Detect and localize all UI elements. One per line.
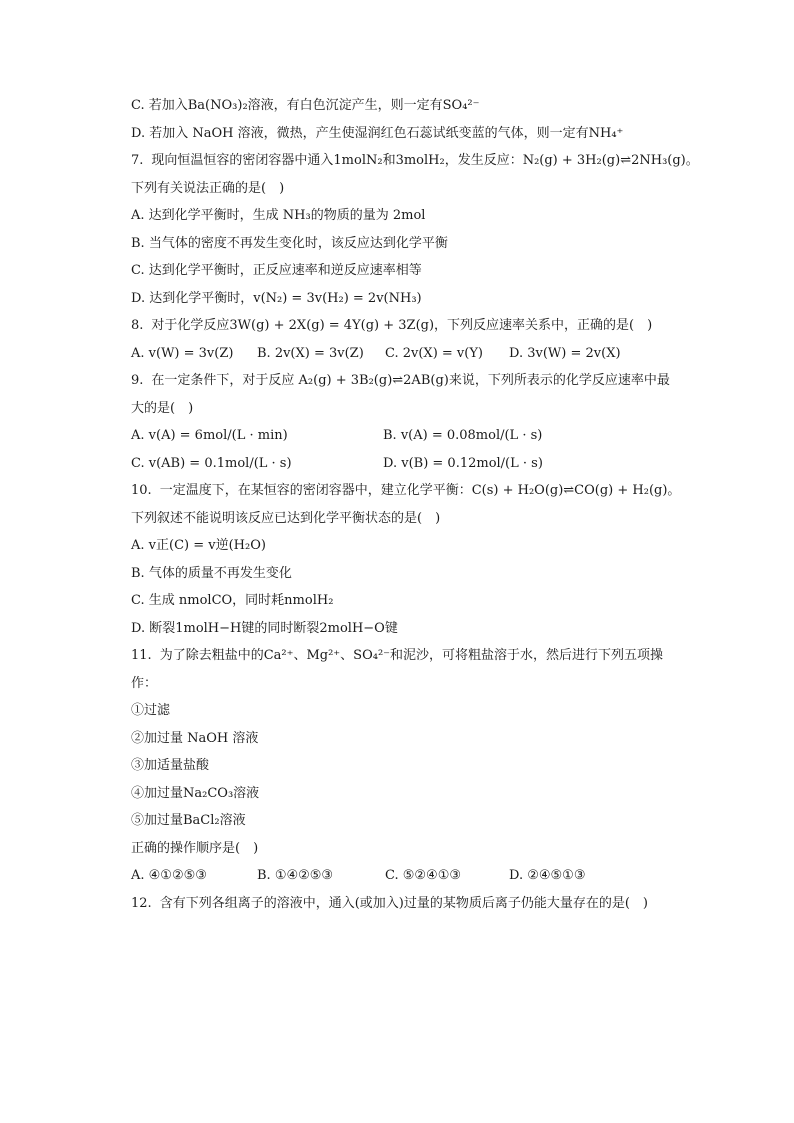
- q9-stem-line1: [131, 367, 711, 395]
- q10-option-c: C. 生成 nmolCO，同时耗nmolH₂: [131, 593, 334, 608]
- q7-option-a: A. 达到化学平衡时，生成 NH₃的物质的量为 2mol: [131, 208, 426, 223]
- q11-option-c: C. ⑤②④①③: [385, 868, 462, 883]
- q8-option-d: D. 3v(W) = 2v(X): [509, 345, 621, 361]
- q11-step-1: ①过滤: [131, 703, 171, 718]
- q9-option-d: D. v(B) = 0.12mol/(L · s): [383, 455, 543, 471]
- q9-options-row1: [131, 422, 711, 450]
- q12-stem-text: 含有下列各组离子的溶液中，通入(或加入)过量的某物质后离子仍能大量存在的是( ): [159, 895, 648, 911]
- q10-option-b: B. 气体的质量不再发生变化: [131, 565, 292, 581]
- q10-stem-text: 一定温度下，在某恒容的密闭容器中，建立化学平衡：C(s) + H₂O(g)⇌CO(g) + H₂(g)。: [159, 483, 681, 498]
- q8-stem: [131, 312, 711, 340]
- q9-option-b: B. v(A) = 0.08mol/(L · s): [383, 428, 543, 443]
- q11-stem-text: 为了除去粗盐中的Ca²⁺、Mg²⁺、SO₄²⁻和泥沙，可将粗盐溶于水，然后进行下列五项操: [159, 648, 664, 663]
- q10-stem-line2: 下列叙述不能说明该反应已达到化学平衡状态的是( ): [131, 510, 441, 526]
- q11-number: 11.: [131, 648, 152, 663]
- q11-stem-line2: 作：: [131, 675, 158, 691]
- question-content: [131, 92, 711, 917]
- q11-option-a: A. ④①②⑤③: [131, 868, 207, 883]
- q11-option-d: D. ②④⑤①③: [509, 868, 586, 883]
- q7-number: 7.: [131, 153, 144, 168]
- q9-number: 9.: [131, 373, 144, 388]
- q10-option-d: D. 断裂1molH−H键的同时断裂2molH−O键: [131, 620, 398, 636]
- q6-option-d: D. 若加入 NaOH 溶液，微热，产生使湿润红色石蕊试纸变蓝的气体，则一定有NH₄⁺: [131, 125, 624, 141]
- q11-stem-line1: [131, 642, 711, 670]
- q7-option-c: C. 达到化学平衡时，正反应速率和逆反应速率相等: [131, 263, 422, 278]
- q11-step-5: ⑤加过量BaCl₂溶液: [131, 813, 246, 828]
- q9-stem-text: 在一定条件下，对于反应 A₂(g) + 3B₂(g)⇌2AB(g)来说，下列所表示的化学反应速率中最: [151, 373, 670, 388]
- q11-step-3: ③加适量盐酸: [131, 758, 210, 773]
- q9-option-c: C. v(AB) = 0.1mol/(L · s): [131, 455, 292, 471]
- q7-option-b: B. 当气体的密度不再发生变化时，该反应达到化学平衡: [131, 235, 448, 251]
- q6-option-c: C. 若加入Ba(NO₃)₂溶液，有白色沉淀产生，则一定有SO₄²⁻: [131, 98, 480, 113]
- q10-stem-line1: [131, 477, 711, 505]
- q11-step-2: ②加过量 NaOH 溶液: [131, 730, 259, 746]
- q10-option-a: A. v正(C) = v逆(H₂O): [131, 538, 266, 553]
- q11-prompt: 正确的操作顺序是( ): [131, 840, 259, 856]
- q7-option-d: D. 达到化学平衡时，v(N₂) = 3v(H₂) = 2v(NH₃): [131, 290, 422, 306]
- q8-option-a: A. v(W) = 3v(Z): [131, 345, 234, 361]
- q11-step-4: ④加过量Na₂CO₃溶液: [131, 785, 260, 801]
- q8-option-c: C. 2v(X) = v(Y): [385, 345, 483, 361]
- q8-option-b: B. 2v(X) = 3v(Z): [257, 345, 364, 361]
- q8-options: [131, 340, 711, 368]
- q12-stem: [131, 890, 711, 918]
- q11-options: [131, 862, 711, 890]
- q7-stem-text: 现向恒温恒容的密闭容器中通入1molN₂和3molH₂，发生反应：N₂(g) + 3H₂(g)⇌2NH₃(g)。: [151, 153, 699, 168]
- q7-stem-line1: [131, 147, 711, 175]
- q8-number: 8.: [131, 318, 144, 333]
- q11-option-b: B. ①④②⑤③: [257, 868, 334, 883]
- q12-number: 12.: [131, 895, 152, 911]
- q8-stem-text: 对于化学反应3W(g) + 2X(g) = 4Y(g) + 3Z(g)，下列反应速率关系中，正确的是( ): [151, 318, 653, 333]
- q9-option-a: A. v(A) = 6mol/(L · min): [131, 428, 288, 443]
- q9-options-row2: [131, 450, 711, 478]
- q10-number: 10.: [131, 483, 152, 498]
- q7-stem-line2: 下列有关说法正确的是( ): [131, 180, 285, 196]
- q9-stem-line2: 大的是( ): [131, 400, 194, 416]
